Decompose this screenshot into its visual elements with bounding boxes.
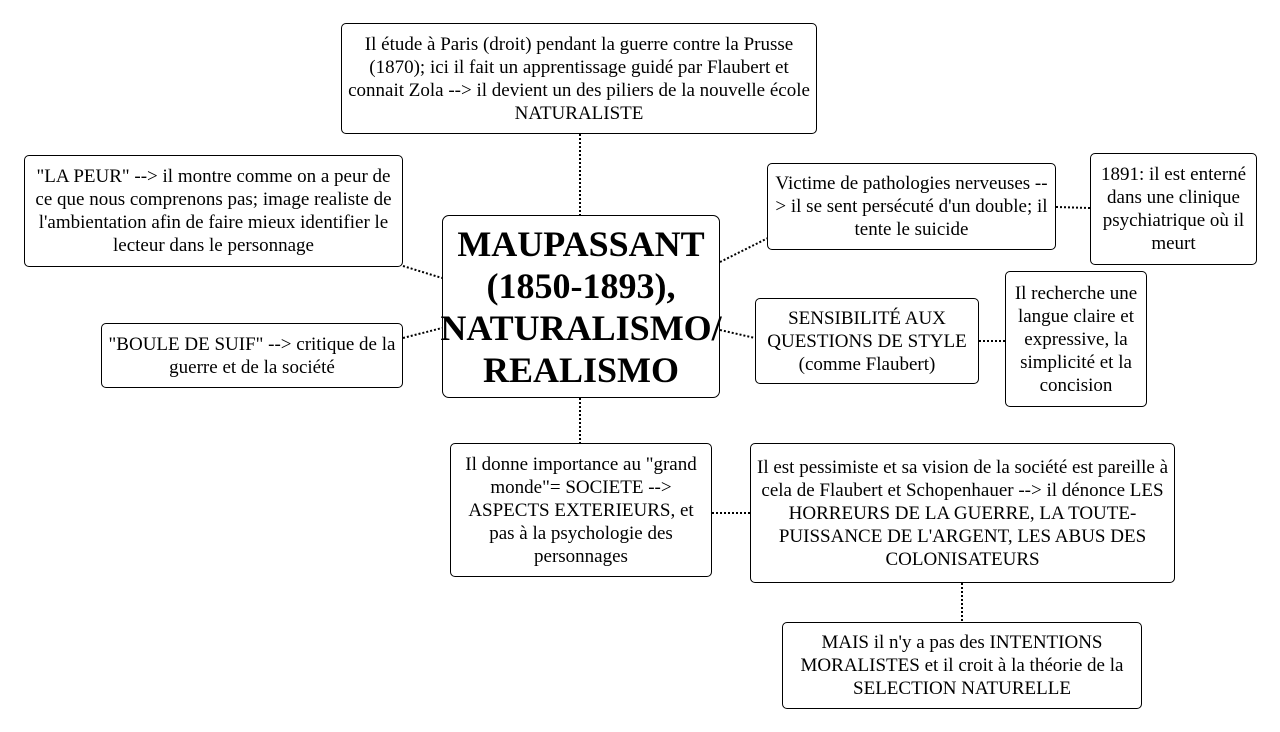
node-grand-monde: Il donne importance au "grand monde"= SOCIETE --> ASPECTS EXTERIEURS, et pas à la psychologie des personnages: [450, 443, 712, 577]
node-langue: Il recherche une langue claire et expressive, la simplicité et la concision: [1005, 271, 1147, 407]
node-clinique: 1891: il est enterné dans une clinique psychiatrique où il meurt: [1090, 153, 1257, 265]
central-topic: MAUPASSANT (1850-1893), NATURALISMO/ REALISMO: [442, 215, 720, 398]
node-la-peur: "LA PEUR" --> il montre comme on a peur de ce que nous comprenons pas; image realiste de l'ambientation afin de faire mieux identifier le lecteur dans le personnage: [24, 155, 403, 267]
node-victime: Victime de pathologies nerveuses --> il se sent persécuté d'un double; il tente le suicide: [767, 163, 1056, 250]
node-intentions-moralistes: MAIS il n'y a pas des INTENTIONS MORALISTES et il croit à la théorie de la SELECTION NATURELLE: [782, 622, 1142, 709]
link-peur: [403, 266, 442, 278]
link-victime: [720, 237, 770, 262]
node-top-paris-studies: Il étude à Paris (droit) pendant la guerre contre la Prusse (1870); ici il fait un apprentissage guidé par Flaubert et connait Zola --> il devient un des piliers de la nouvelle école NATURALISTE: [341, 23, 817, 134]
node-boule-de-suif: "BOULE DE SUIF" --> critique de la guerre et de la société: [101, 323, 403, 388]
link-sensibilite: [720, 330, 755, 338]
link-clinique: [1056, 207, 1090, 208]
link-boule: [403, 328, 442, 338]
node-pessimiste: Il est pessimiste et sa vision de la société est pareille à cela de Flaubert et Schopenhauer --> il dénonce LES HORREURS DE LA GUERRE, LA TOUTE-PUISSANCE DE L'ARGENT, LES ABUS DES COLONISATEURS: [750, 443, 1175, 583]
node-sensibilite: SENSIBILITÉ AUX QUESTIONS DE STYLE (comme Flaubert): [755, 298, 979, 384]
